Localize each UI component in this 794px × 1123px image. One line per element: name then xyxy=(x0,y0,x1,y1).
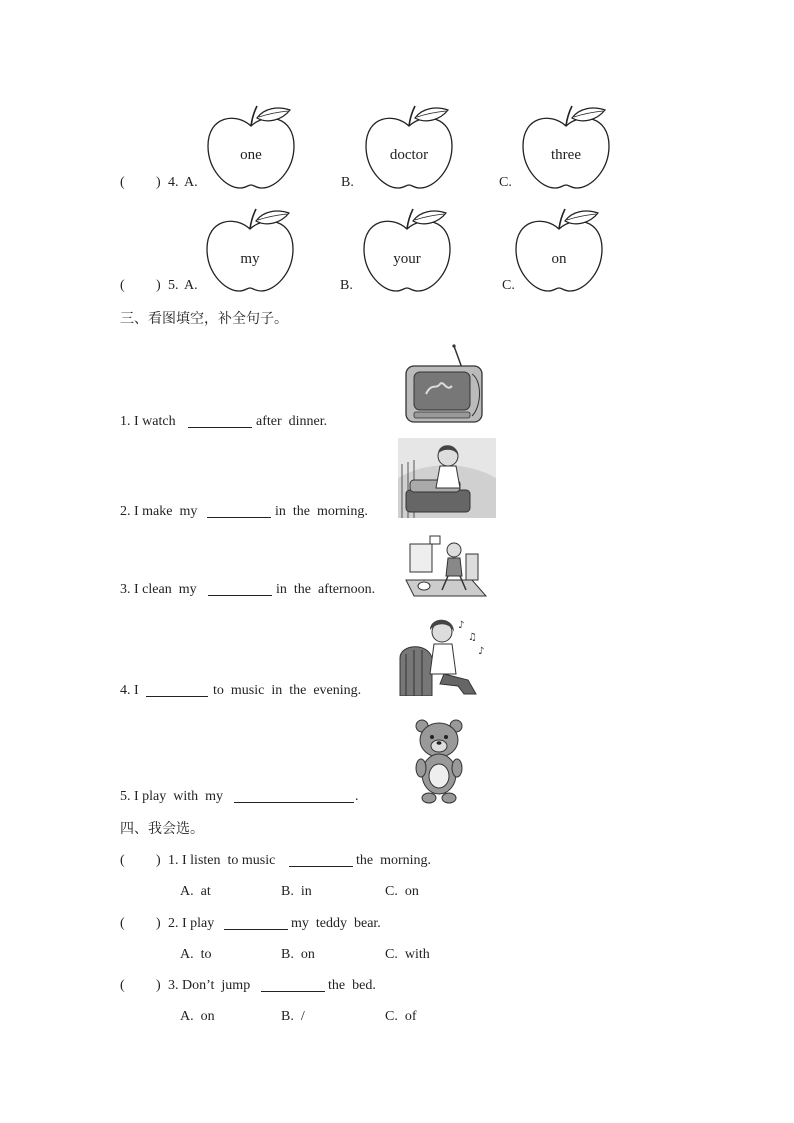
option-letter-c: C. xyxy=(502,278,515,293)
boy-cleaning-room-image xyxy=(404,532,488,602)
sentence-end: in the afternoon. xyxy=(276,582,376,597)
apple-icon xyxy=(514,207,604,293)
apple-option-b xyxy=(364,104,454,190)
teddy-bear-icon xyxy=(414,718,464,804)
apple-option-b xyxy=(362,207,452,293)
option-a: A. to xyxy=(180,947,212,962)
answer-blank[interactable] xyxy=(188,415,252,428)
section-3-heading: 三、看图填空，补全句子。 xyxy=(120,311,288,327)
answer-paren-open: ( xyxy=(120,175,125,190)
option-b: B. / xyxy=(281,1009,305,1024)
option-b: B. on xyxy=(281,947,315,962)
sentence-start: 3. I clean my xyxy=(120,582,197,597)
question-stem-start: 1. I listen to music xyxy=(168,853,276,868)
apple-icon xyxy=(205,207,295,293)
sentence-end: after dinner. xyxy=(256,414,328,429)
apple-word: one xyxy=(240,147,262,163)
sentence-start: 5. I play with my xyxy=(120,789,224,804)
option-c: C. on xyxy=(385,884,419,899)
apple-word: your xyxy=(393,251,421,267)
answer-blank[interactable] xyxy=(207,505,271,518)
option-c: C. with xyxy=(385,947,430,962)
question-number: 5. xyxy=(168,278,179,293)
apple-option-c xyxy=(514,207,604,293)
answer-paren-close: ) xyxy=(156,916,161,931)
girl-making-bed-image xyxy=(398,438,496,518)
option-letter-a: A. xyxy=(184,278,198,293)
apple-option-c xyxy=(521,104,611,190)
option-letter-b: B. xyxy=(340,278,353,293)
apple-word: three xyxy=(551,147,581,163)
svg-text:♪: ♪ xyxy=(458,620,465,631)
question-stem-end: the morning. xyxy=(356,853,432,868)
option-letter-c: C. xyxy=(499,175,512,190)
apple-option-a xyxy=(205,207,295,293)
svg-text:♪: ♪ xyxy=(478,646,485,657)
question-stem-start: 3. Don’t jump xyxy=(168,978,251,993)
sentence-start: 4. I xyxy=(120,683,139,698)
answer-blank[interactable] xyxy=(234,790,354,803)
answer-blank[interactable] xyxy=(224,917,288,930)
apple-option-a xyxy=(206,104,296,190)
question-stem-end: the bed. xyxy=(328,978,376,993)
answer-blank[interactable] xyxy=(261,979,325,992)
apple-word: doctor xyxy=(389,147,429,163)
option-a: A. at xyxy=(180,884,211,899)
option-a: A. on xyxy=(180,1009,215,1024)
section-4-heading: 四、我会选。 xyxy=(120,821,204,837)
question-number: 4. xyxy=(168,175,179,190)
option-letter-b: B. xyxy=(341,175,354,190)
question-stem-end: my teddy bear. xyxy=(291,916,381,931)
sentence-end: . xyxy=(355,789,359,804)
apple-icon xyxy=(362,207,452,293)
answer-paren-open[interactable]: ( xyxy=(120,916,125,931)
answer-blank[interactable] xyxy=(208,583,272,596)
sentence-start: 2. I make my xyxy=(120,504,198,519)
girl-listening-music-image xyxy=(398,614,496,696)
answer-paren-close: ) xyxy=(156,175,161,190)
answer-paren-close: ) xyxy=(156,853,161,868)
answer-paren-open[interactable]: ( xyxy=(120,853,125,868)
answer-paren-close: ) xyxy=(156,278,161,293)
svg-text:♫: ♫ xyxy=(468,632,477,643)
option-c: C. of xyxy=(385,1009,417,1024)
sentence-end: in the morning. xyxy=(275,504,368,519)
apple-word: on xyxy=(551,251,567,267)
answer-paren-close: ) xyxy=(156,978,161,993)
question-stem-start: 2. I play xyxy=(168,916,215,931)
option-b: B. in xyxy=(281,884,312,899)
sentence-start: 1. I watch xyxy=(120,414,176,429)
sentence-end: to music in the evening. xyxy=(213,683,362,698)
option-letter-a: A. xyxy=(184,175,198,190)
answer-paren-open: ( xyxy=(120,278,125,293)
television-icon xyxy=(402,344,486,428)
answer-blank[interactable] xyxy=(146,684,208,697)
answer-blank[interactable] xyxy=(289,854,353,867)
answer-paren-open[interactable]: ( xyxy=(120,978,125,993)
apple-word: my xyxy=(240,251,260,267)
